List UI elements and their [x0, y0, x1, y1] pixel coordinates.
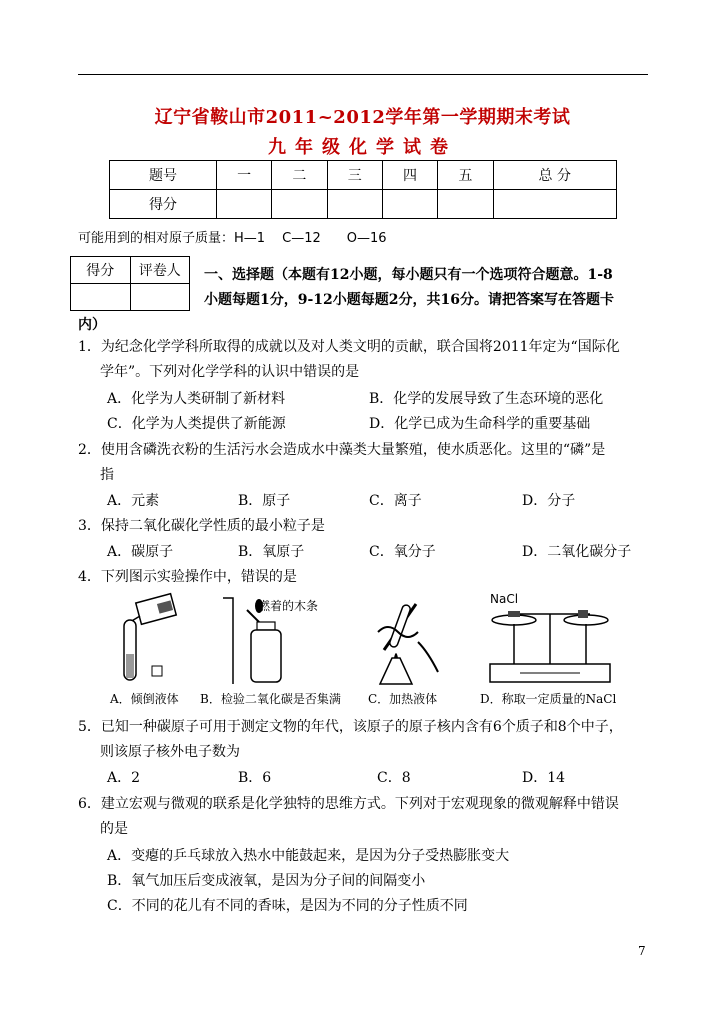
page-number: 7: [638, 944, 646, 958]
score-cell: 三: [327, 161, 382, 190]
score-header-row: [110, 161, 617, 190]
option: C．氧分子: [369, 544, 436, 560]
question-5-cont: 则该原子核外电子数为: [100, 744, 240, 760]
score-blank[interactable]: [382, 190, 437, 219]
top-rule: [78, 74, 648, 75]
grader-blank[interactable]: [130, 284, 190, 311]
option: D．二氧化碳分子: [522, 544, 632, 560]
option: B．化学的发展导致了生态环境的恶化: [369, 391, 604, 407]
question-1: 1．为纪念化学学科所取得的成就以及对人类文明的贡献，联合国将2011年定为“国际化: [78, 339, 620, 355]
figure-a-caption: A．倾倒液体: [110, 692, 179, 706]
grader-name-label: 评卷人: [130, 257, 190, 284]
figure-c-heating: [370, 592, 460, 692]
score-cell: 五: [438, 161, 493, 190]
figure-a-pouring: [110, 592, 200, 692]
question-6: 6．建立宏观与微观的联系是化学独特的思维方式。下列对于宏观现象的微观解释中错误: [78, 796, 619, 812]
score-table: [109, 160, 617, 219]
grader-table: [70, 256, 190, 311]
score-blank[interactable]: [272, 190, 327, 219]
figure-d-label: NaCl: [490, 592, 519, 606]
option: D．分子: [522, 493, 576, 509]
option: C．8: [377, 770, 411, 786]
score-cell: 一: [216, 161, 271, 190]
option: B．氧气加压后变成液氧，是因为分子间的间隔变小: [107, 873, 426, 889]
option: C．化学为人类提供了新能源: [107, 416, 286, 432]
question-4: 4．下列图示实验操作中，错误的是: [78, 569, 297, 585]
option: B．6: [238, 770, 272, 786]
option: A．2: [107, 770, 141, 786]
score-value-row: [110, 190, 617, 219]
score-blank[interactable]: [438, 190, 493, 219]
section-heading-3: 内）: [78, 317, 106, 333]
score-blank[interactable]: [327, 190, 382, 219]
question-2-cont: 指: [100, 467, 114, 483]
option: D．14: [522, 770, 566, 786]
exam-title: 辽宁省鞍山市2011~2012学年第一学期期末考试: [154, 107, 571, 128]
score-cell: 四: [382, 161, 437, 190]
score-cell: 题号: [110, 161, 217, 190]
section-heading-1: 一、选择题（本题有12小题，每小题只有一个选项符合题意。1-8: [204, 267, 613, 283]
figure-d-caption: D．称取一定质量的NaCl: [480, 692, 617, 706]
score-blank[interactable]: [493, 190, 616, 219]
option: A．元素: [107, 493, 160, 509]
question-6-cont: 的是: [100, 821, 128, 837]
score-cell: 总 分: [493, 161, 616, 190]
option: C．离子: [369, 493, 422, 509]
option: A．碳原子: [107, 544, 174, 560]
question-2: 2．使用含磷洗衣粉的生活污水会造成水中藻类大量繁殖，使水质恶化。这里的“磷”是: [78, 442, 606, 458]
exam-subtitle: 九年级化学试卷: [268, 137, 457, 158]
question-3: 3．保持二氧化碳化学性质的最小粒子是: [78, 518, 325, 534]
option: A．化学为人类研制了新材料: [107, 391, 286, 407]
option: B．氧原子: [238, 544, 305, 560]
figure-b-caption: B．检验二氧化碳是否集满: [200, 692, 341, 706]
option: B．原子: [238, 493, 291, 509]
figure-d-balance: [480, 594, 620, 690]
section-heading-2: 小题每题1分，9-12小题每题2分，共16分。请把答案写在答题卡: [204, 292, 614, 308]
option: C．不同的花儿有不同的香味，是因为不同的分子性质不同: [107, 898, 468, 914]
option: A．变瘪的乒乓球放入热水中能鼓起来，是因为分子受热膨胀变大: [107, 848, 510, 864]
figure-b-label: 燃着的木条: [258, 599, 319, 613]
option: D．化学已成为生命科学的重要基础: [369, 416, 591, 432]
grader-score-label: 得分: [71, 257, 131, 284]
grader-blank[interactable]: [71, 284, 131, 311]
score-blank[interactable]: [216, 190, 271, 219]
question-1-cont: 学年”。下列对化学学科的认识中错误的是: [100, 364, 360, 380]
question-5: 5．已知一种碳原子可用于测定文物的年代，该原子的原子核内含有6个质子和8个中子，: [78, 719, 623, 735]
atomic-mass-line: 可能用到的相对原子质量：H—1 C—12 O—16: [78, 231, 387, 246]
score-cell: 二: [272, 161, 327, 190]
score-cell: 得分: [110, 190, 217, 219]
figure-c-caption: C．加热液体: [368, 692, 438, 706]
